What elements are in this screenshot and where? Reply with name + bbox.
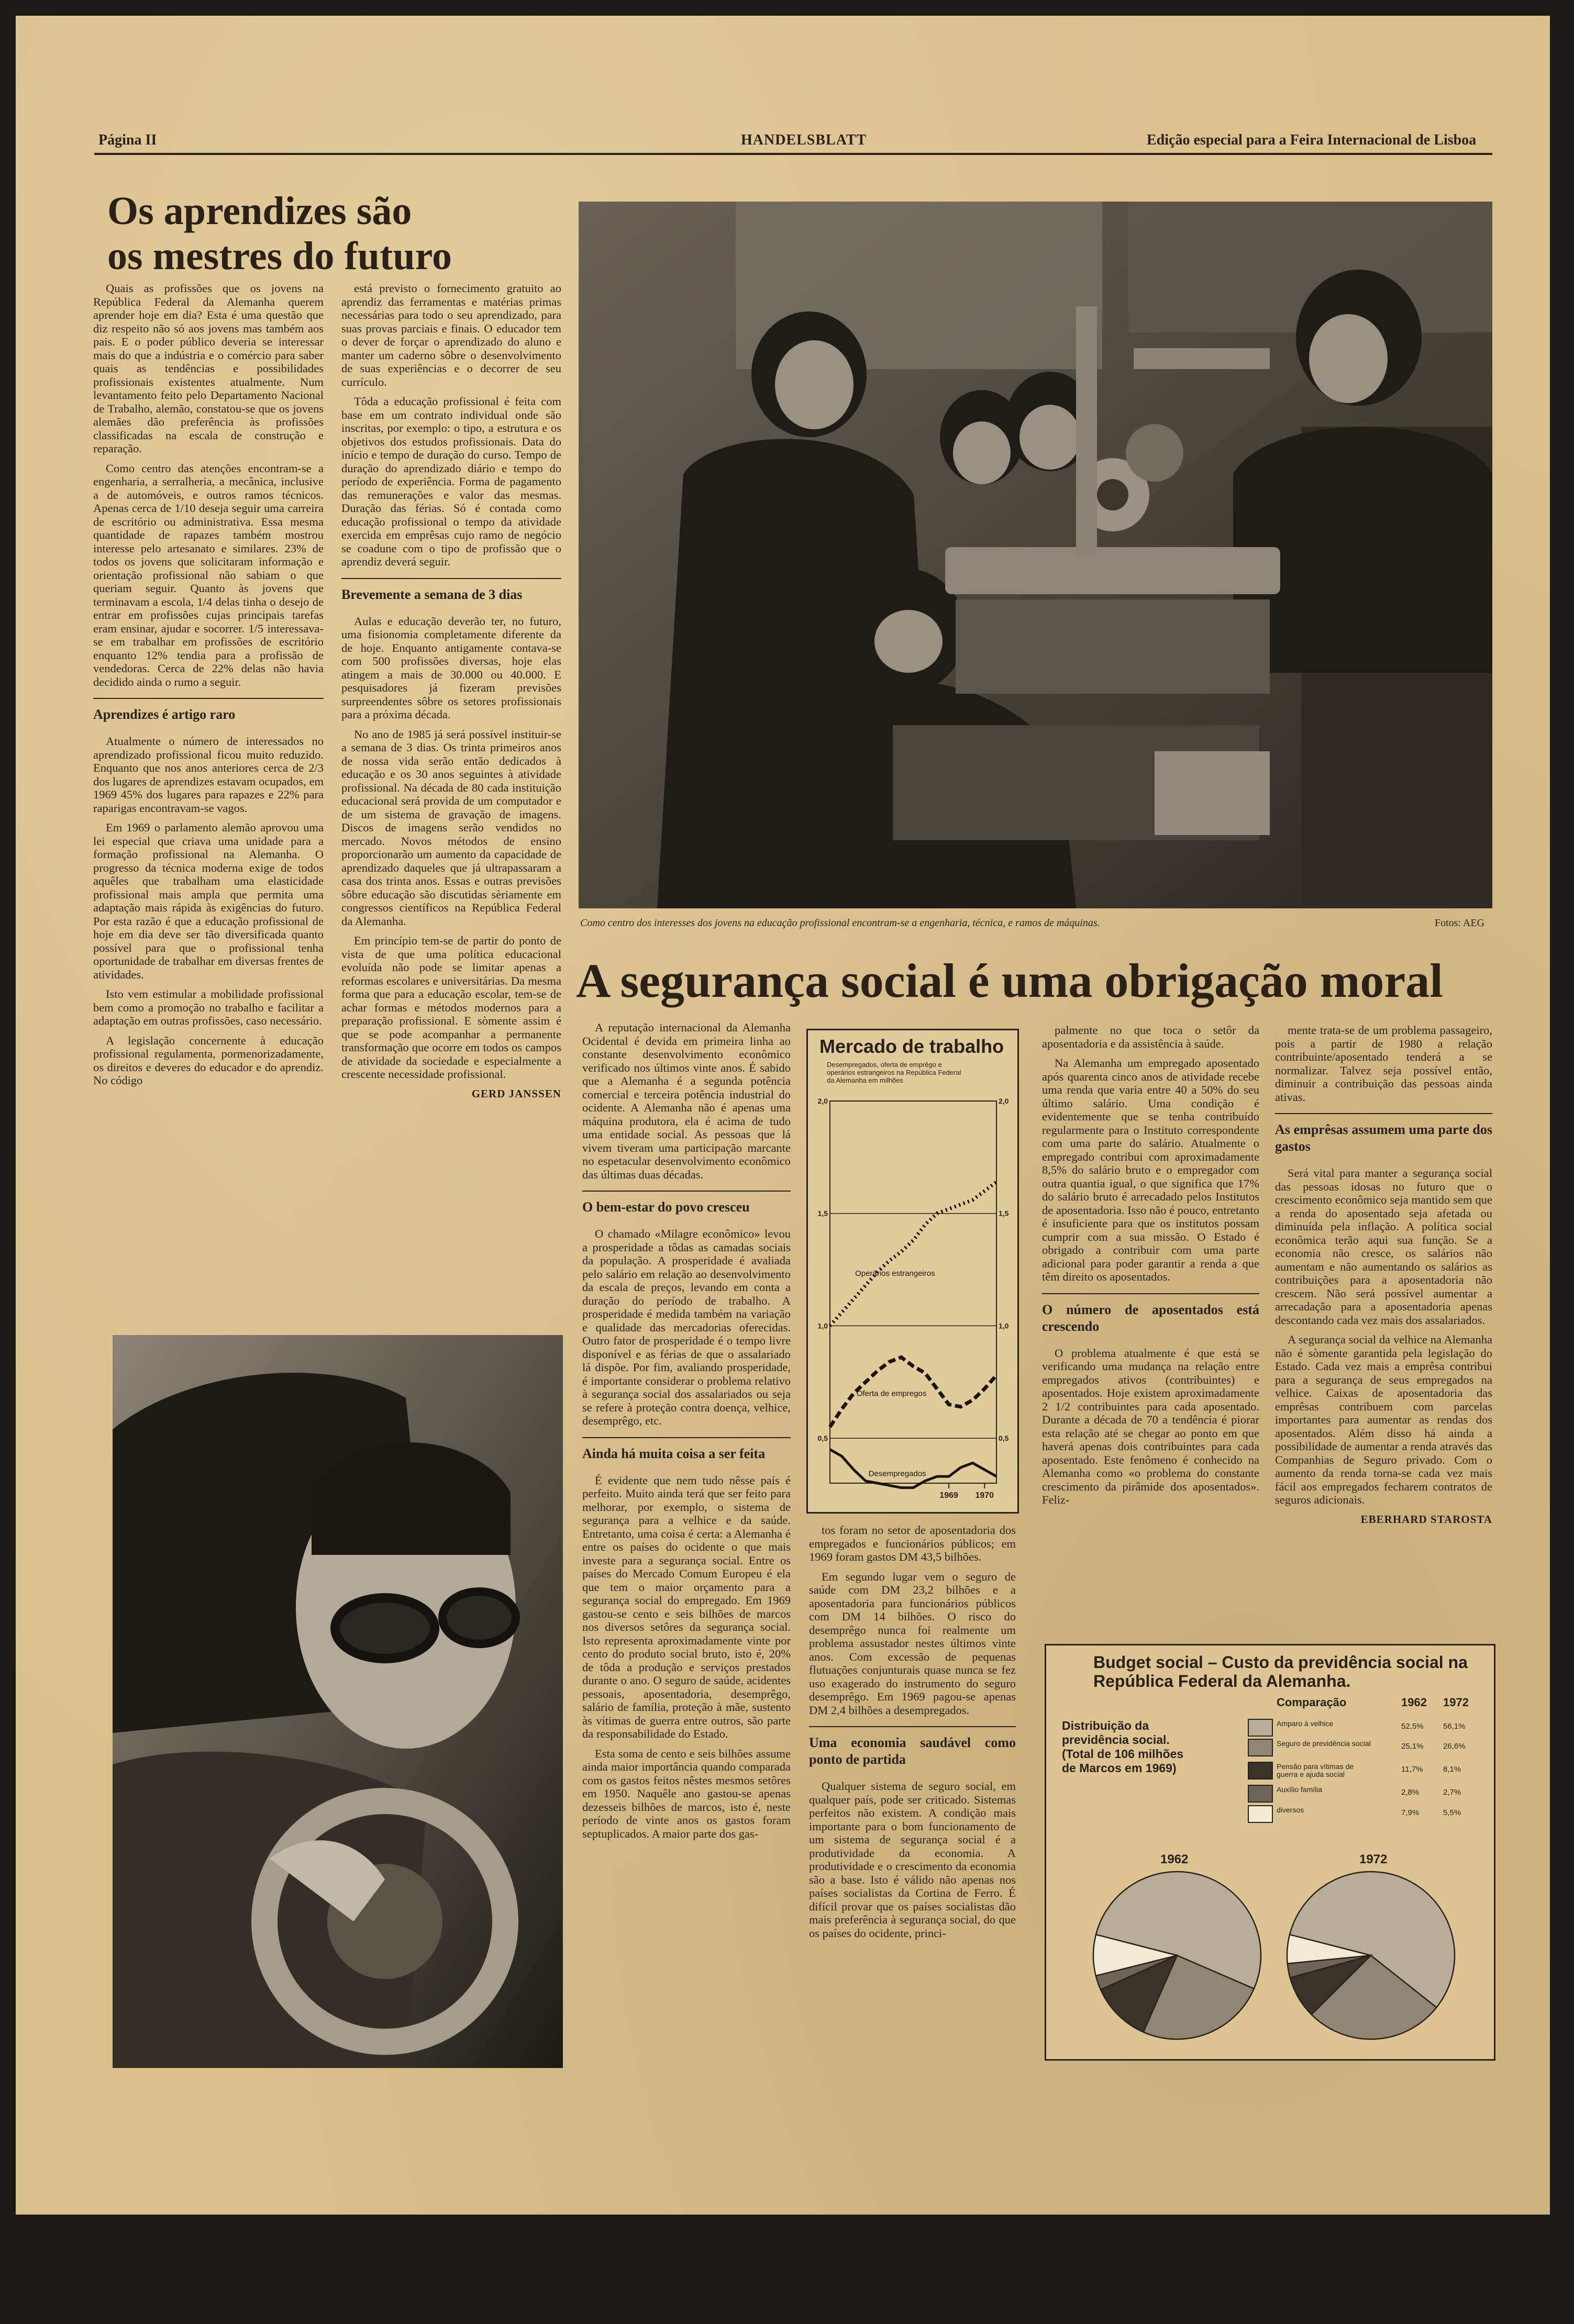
paragraph: palmente no que toca o setôr da aposentadoria e da assistência à saúde. bbox=[1042, 1024, 1259, 1050]
article1-headline bbox=[107, 188, 505, 279]
paragraph: Em 1969 o parlamento alemão aprovou uma lei especial que criava uma unidade para a formação profissional na Alemanha. O progresso da técnica moderna exige de todos aquêles que trabalham uma elasticidade profissional mais ampla que permita uma adaptação mais rápida às exigências do futuro. Por esta razão é que a educação profissional de hoje em dia deve ser tão diversificada quanto possível para que o profissional tenha oportunidade de trabalhar em diversas frentes de atividades. bbox=[93, 821, 324, 981]
legend-value: 25,1% bbox=[1401, 1742, 1424, 1751]
paragraph: É evidente que nem tudo nêsse país é perfeito. Muito ainda terá que ser feito para melhorar, por exemplo, o sistema de segurança para a velhice e da saúde. Entretanto, uma coisa é certa: a Alemanha é entre os países do ocidente o que mais investe para a segurança social. Entre os países do Mercado Comum Europeu é ela que tem o maior orçamento para a segurança social do empregado. Em 1969 gastou-se cento e seis bilhões de marcos nos diversos setôres da segurança social. Isto representa aproximadamente vinte por cento do produto social bruto, isto é, 20% de tôda a produção e serviços prestados durante o ano. O seguro de saúde, acidentes pessoais, aposentadoria, desemprêgo, salário de família, proteção à mãe, sustento às vítimas de guerra entre outros, são parte da responsabilidade do Estado. bbox=[582, 1473, 791, 1740]
newspaper-page bbox=[16, 16, 1550, 2215]
series-line bbox=[830, 1450, 996, 1488]
workshop-photo bbox=[579, 202, 1492, 908]
workshop-photo-illustration bbox=[579, 202, 1492, 908]
legend-value: 26,6% bbox=[1443, 1742, 1466, 1751]
article2-column-2 bbox=[809, 1524, 1016, 1946]
legend-swatch bbox=[1248, 1739, 1273, 1756]
paragraph: tos foram no setor de aposentadoria dos empregados e funcionários públicos; em 1969 foram gastos DM 43,5 bilhões. bbox=[809, 1524, 1016, 1563]
y-tick-label-right: 2,0 bbox=[999, 1097, 1009, 1105]
budget-title: Budget social – Custo da previdência social na República Federal da Alemanha. bbox=[1093, 1653, 1468, 1691]
paragraph: O problema atualmente é que está se verificando uma mudança na relação entre empregados ativos (contribuintes) e aposentados. Hoje existem aproximadamente 2 1/2 contribuintes para cada aposentado. Durante a década de 70 a tendência é piorar esta relação até se chegar ao ponto em que haverá apenas dois contribuintes para cada aposentado. Este fenômeno é conhecido na Alemanha como «o problema do constante crescimento da pirâmide dos aposentados». Feliz- bbox=[1042, 1346, 1259, 1506]
paragraph: Qualquer sistema de seguro social, em qualquer país, pode ser criticado. Sistemas perfeitos não existem. A condição mais importante para o bom funcionamento de um sistema de segurança social é a produtividade da economia. A produtividade e o crescimento da economia são a base. Isto é válido não apenas nos países socialistas da Cortina de Ferro. É difícil provar que os países socialistas dão mais preferência à segurança social, do que os países do ocidente, princi- bbox=[809, 1780, 1016, 1940]
paragraph: O chamado «Milagre econômico» levou a prosperidade a tôdas as camadas sociais da população. A prosperidade é avaliada pelo salário em relação ao desenvolvimento da escala de preços, levando em conta a duração do período de trabalho. A prosperidade é medida também na variação e qualidade das mercadorias oferecidas. Outro fator de prosperidade é o tempo livre disponível e as férias de que o assalariado lá dispõe. Por fim, avaliando prosperidade, é importante considerar o problema relativo à segurança social dos assalariados ou seja se refere à proteção contra doença, velhice, desemprêgo, etc. bbox=[582, 1227, 791, 1427]
edition-note: Edição especial para a Feira Internacional de Lisboa bbox=[1147, 132, 1477, 148]
article1-headline-line1: Os aprendizes são bbox=[107, 189, 412, 233]
budget-col-1962: 1962 bbox=[1401, 1696, 1427, 1709]
header-rule bbox=[94, 153, 1492, 155]
paragraph: Na Alemanha um empregado aposentado após quarenta cinco anos de atividade recebe uma renda que varia entre 40 a 50% do seu último salário. Uma condição é evidentemente que se tenha contribuído regularmente para o Instituto correspondente com uma parte do salário. Atualmente o empregado contribui com aproximadamente 8,5% do salário bruto e o empregador com outra quantia igual, o que significa que 17% do salário bruto é arrecadado pelos Institutos de aposentadoria. Isso não é pouco, entretanto é insuficiente para que os institutos possam cumprir com a sua missão. O Estado é obrigado a contribuir com uma parte adicional para poder garantir a renda a que têm direito os aposentados. bbox=[1042, 1057, 1259, 1283]
legend-label: diversos bbox=[1277, 1806, 1304, 1814]
subheading: Brevemente a semana de 3 dias bbox=[341, 578, 561, 603]
legend-value: 2,8% bbox=[1401, 1788, 1420, 1797]
legend-label: Amparo à velhice bbox=[1277, 1719, 1334, 1728]
pie-label-1962: 1962 bbox=[1160, 1852, 1189, 1866]
y-tick-label-right: 0,5 bbox=[999, 1434, 1009, 1443]
paper-name: HANDELSBLATT bbox=[741, 132, 867, 148]
article2-column-3 bbox=[1042, 1024, 1259, 1513]
paragraph: Em segundo lugar vem o seguro de saúde com DM 23,2 bilhões e a aposentadoria para funcionários públicos com DM 14 bilhões. O risco do desemprêgo nunca foi realmente um problema assustador nestes últimos vinte anos. Com excessão de pequenas flutuações conjunturais quase nunca se fez uso exagerado do instrumento do seguro desemprêgo. Em 1969 pagou-se apenas DM 2,4 bilhões a desempregados. bbox=[809, 1570, 1016, 1717]
paragraph: está previsto o fornecimento gratuito ao aprendiz das ferramentas e matérias primas necessárias para todo o seu aprendizado, para suas provas parciais e finais. O educador tem o dever de forçar o aprendizado do aluno e manter um caderno sôbre o desenvolvimento de suas experiências e o decorrer de seu currículo. bbox=[341, 282, 561, 388]
y-tick-label-left: 1,0 bbox=[817, 1321, 828, 1330]
paragraph: A reputação internacional da Alemanha Ocidental é devida em primeira linha ao constante desenvolvimento econômico verificado nos últimos vinte anos. É sabido que a Alemanha é a segunda potência comercial e terceira potência industrial do ocidente. A Alemanha não é apenas uma máquina produtora, ela é acima de tudo uma entidade social. As pessoas que lá vivem tiveram uma participação marcante no espetacular desenvolvimento econômico das últimas duas décadas. bbox=[582, 1021, 791, 1181]
article1-headline-line2: os mestres do futuro bbox=[107, 234, 452, 278]
pie-label-1972: 1972 bbox=[1359, 1852, 1388, 1866]
x-tick-label: 1970 bbox=[975, 1491, 994, 1500]
paragraph: Esta soma de cento e seis bilhões assume ainda maior importância quando comparada com os gastos feitos nêstes mesmos setôres em 1950. Naquêle ano gastou-se apenas dezesseis bilhões de marcos, isto é, neste período de vinte anos os gastos foram septuplicados. A maior parte dos gas- bbox=[582, 1747, 791, 1840]
paragraph: mente trata-se de um problema passageiro, pois a partir de 1980 a relação contribuinte/aposentado tenderá a se normalizar. Talvez seja possível então, diminuir a contribuição das pessoas ainda ativas. bbox=[1275, 1024, 1492, 1104]
paragraph: Atualmente o número de interessados no aprendizado profissional ficou muito reduzido. Enquanto que nos anos anteriores cerca de 2/3 dos lugares de aprendizes estavam ocupados, em 1969 45% dos lugares para rapazes e 22% para raparigas encontravam-se vagos. bbox=[93, 735, 324, 815]
y-tick-label-left: 1,5 bbox=[817, 1209, 828, 1218]
subheading: O bem-estar do povo cresceu bbox=[582, 1191, 791, 1216]
article1-column-1 bbox=[93, 282, 324, 1094]
legend-swatch bbox=[1248, 1805, 1273, 1823]
paragraph: Em princípio tem-se de partir do ponto de vista de que uma política educacional evoluída não pode se limitar apenas a reformas escolares e universitárias. Da mesma forma que para a educação escolar, tem-se de achar formas e métodos modernos para a preparação profissional. E sòmente assim é que se pode acompanhar a permanente transformação que ocorre em todos os campos de atividade da sociedade e especialmente a crescente necessidade profissional. bbox=[341, 934, 561, 1081]
paragraph: Isto vem estimular a mobilidade profissional bem como a promoção no trabalho e facilitar a adaptação em outras profissões, caso necessário. bbox=[93, 987, 324, 1027]
plot-frame bbox=[830, 1101, 996, 1483]
photo-credit: Fotos: AEG bbox=[1435, 917, 1485, 929]
subheading: Ainda há muita coisa a ser feita bbox=[582, 1437, 791, 1462]
chart-subtitle: Desempregados, oferta de emprêgo e operários estrangeiros na República Federal da Alemanha em milhões bbox=[827, 1061, 961, 1084]
paragraph: Como centro das atenções encontram-se a engenharia, a serralheria, a mecânica, inclusive a de automóveis, e outros ramos técnicos. Apenas cerca de 1/10 deseja seguir uma carreira de escritório ou administrativa. Essa mesma quantidade de rapazes também mostrou interesse pelo artesanato e similares. 23% de todos os jovens que solicitaram informação e orientação profissional não sabiam o que queriam seguir. Quanto às jovens que terminavam a escola, 1/4 delas tinha o desejo de entrar em profissões cujas principais tarefas eram ensinar, ajudar e socorrer. 1/5 interessava-se em trabalhar em profissões de escritório enquanto 12% tendia para a profissão de vendedoras. Cerca de 22% delas não havia decidido ainda o rumo a seguir. bbox=[93, 461, 324, 688]
article1-column-2 bbox=[341, 282, 561, 1100]
subheading: O número de aposentados está crescendo bbox=[1042, 1293, 1259, 1335]
paragraph: Será vital para manter a segurança social das pessoas idosas no futuro que o crescimento econômico seja mantido sem que a renda do aposentado seja afetada ou diminuída pela inflação. A política social econômica terão aqui sua função. Se a economia não cresce, os salários não aumentam e não aumentando os salários as contribuições para a aposentadoria não crescem. Não será possível aumentar a arrecadação para a aposentadoria apenas descontando cada vez mais dos assalariados. bbox=[1275, 1166, 1492, 1327]
budget-col-1972: 1972 bbox=[1443, 1696, 1469, 1709]
legend-swatch bbox=[1248, 1785, 1273, 1803]
byline: EBERHARD STAROSTA bbox=[1360, 1513, 1492, 1526]
series-label: Operários estrangeiros bbox=[855, 1269, 935, 1278]
x-tick-label: 1969 bbox=[939, 1491, 958, 1500]
legend-value: 11,7% bbox=[1401, 1765, 1423, 1774]
labor-market-chart bbox=[806, 1029, 1019, 1514]
y-tick-label-right: 1,0 bbox=[999, 1321, 1009, 1330]
series-label: Oferta de empregos bbox=[856, 1389, 927, 1398]
legend-value: 5,5% bbox=[1443, 1808, 1461, 1817]
y-tick-label-left: 0,5 bbox=[817, 1434, 828, 1443]
legend-label: Auxílio família bbox=[1277, 1785, 1323, 1794]
chart-title: Mercado de trabalho bbox=[819, 1036, 1004, 1057]
paragraph: A segurança social da velhice na Alemanha não é sòmente garantida pela legislação do Estado. Cada vez mais a emprêsa contribui para a segurança de seus empregados na velhice. Caixas de aposentadoria das emprêsas contribuem com parcelas importantes para aumentar as rendas dos aposentados. Além disso há ainda a possibilidade de aumentar a renda através das Companhias de Seguro privado. Com o aumento da renda torna-se cada vez mais fácil aos empregados fecharem contratos de seguros adicionais. bbox=[1275, 1333, 1492, 1506]
series-label: Desempregados bbox=[868, 1469, 926, 1478]
paragraph: Tôda a educação profissional é feita com base em um contrato individual onde são inscritas, por exemplo: o tipo, a estrutura e os objetivos dos estudos profissionais. Data do início e tempo de duração do curso. Tempo de duração do aprendizado diário e tempo do período de experiência. Forma de pagamento das remunerações e valor das mesmas. Duração das férias. Só é contada como educação profissional o tempo da atividade exercida em emprêsas cujo ramo de negócio se coadune com o tipo de profissão que o aprendiz deverá seguir. bbox=[341, 395, 561, 568]
legend-swatch bbox=[1248, 1762, 1273, 1780]
article2-column-4 bbox=[1275, 1024, 1492, 1526]
social-budget-chart bbox=[1045, 1644, 1495, 2061]
legend-value: 8,1% bbox=[1443, 1765, 1461, 1774]
budget-col-comparacao: Comparação bbox=[1277, 1696, 1347, 1709]
subheading: As emprêsas assumem uma parte dos gastos bbox=[1275, 1113, 1492, 1155]
photo-caption: Como centro dos interesses dos jovens na educação profissional encontram-se a engenharia, técnica, e ramos de máquinas. bbox=[580, 917, 1100, 929]
legend-value: 52,5% bbox=[1401, 1722, 1424, 1731]
pie-1972 bbox=[1282, 1866, 1460, 2044]
paragraph: Aulas e educação deverão ter, no futuro, uma fisionomia completamente diferente da de hoje. Enquanto antigamente contava-se com 500 profissões diversas, hoje elas atingem a mais de 30.000 ou 40.000. E pesquisadores já fizeram previsões surpreendentes sôbre os setores profissionais para a próxima década. bbox=[341, 614, 561, 721]
subheading: Aprendizes é artigo raro bbox=[93, 698, 324, 723]
page-number: Página II bbox=[98, 132, 157, 148]
apprentice-photo bbox=[113, 1335, 563, 2068]
legend-label: Pensão para vítimas de guerra e ajuda social bbox=[1277, 1762, 1354, 1778]
y-tick-label-left: 2,0 bbox=[817, 1097, 828, 1105]
legend-swatch bbox=[1248, 1719, 1273, 1737]
article2-headline: A segurança social é uma obrigação moral bbox=[576, 954, 1443, 1007]
legend-label: Seguro de previdência social bbox=[1277, 1739, 1371, 1748]
legend-value: 2,7% bbox=[1443, 1788, 1461, 1797]
series-line bbox=[830, 1182, 996, 1326]
paragraph: No ano de 1985 já será possível instituir-se a semana de 3 dias. Os trinta primeiros anos de nossa vida serão então dedicados à educação e os 30 anos seguintes à atividade profissional. Na década de 80 cada instituição educacional será provida de um computador e de um sistema de gravação de imagens. Discos de imagens serão vendidos no mercado. Novos métodos de ensino proporcionarão um aumento da capacidade de aprendizado daqueles que já ultrapassaram a casa dos trinta anos. Essas e outras previsões sôbre educação são discutidas sèriamente em congressos científicos na República Federal da Alemanha. bbox=[341, 727, 561, 928]
paragraph: A legislação concernente à educação profissional regulamenta, pormenorizadamente, os direitos e deveres do educador e do aprendiz. No código bbox=[93, 1033, 324, 1087]
labor-market-plot bbox=[808, 1096, 1017, 1509]
pie-1962 bbox=[1088, 1866, 1266, 2044]
apprentice-photo-illustration bbox=[113, 1335, 563, 2068]
byline: GERD JANSSEN bbox=[471, 1087, 561, 1100]
subheading: Uma economia saudável como ponto de partida bbox=[809, 1726, 1016, 1768]
legend-value: 7,9% bbox=[1401, 1808, 1420, 1817]
budget-subtitle: Distribuição da previdência social. (Total de 106 milhões de Marcos em 1969) bbox=[1062, 1719, 1184, 1775]
y-tick-label-right: 1,5 bbox=[999, 1209, 1009, 1218]
article2-column-1 bbox=[582, 1021, 791, 1847]
legend-value: 56,1% bbox=[1443, 1722, 1466, 1731]
paragraph: Quais as profissões que os jovens na República Federal da Alemanha querem aprender hoje em dia? Esta é uma questão que diz respeito não só aos jovens mas também aos pais. E o poder público deveria se interessar mais do que a indústria e o comércio para saber quais as tendências e possibilidades profissionais existentes atualmente. Num levantamento feito pelo Departamento Nacional de Trabalho, alemão, constatou-se que os jovens alemães dão preferência às profissões classificadas na escala de construção e reparação. bbox=[93, 282, 324, 455]
